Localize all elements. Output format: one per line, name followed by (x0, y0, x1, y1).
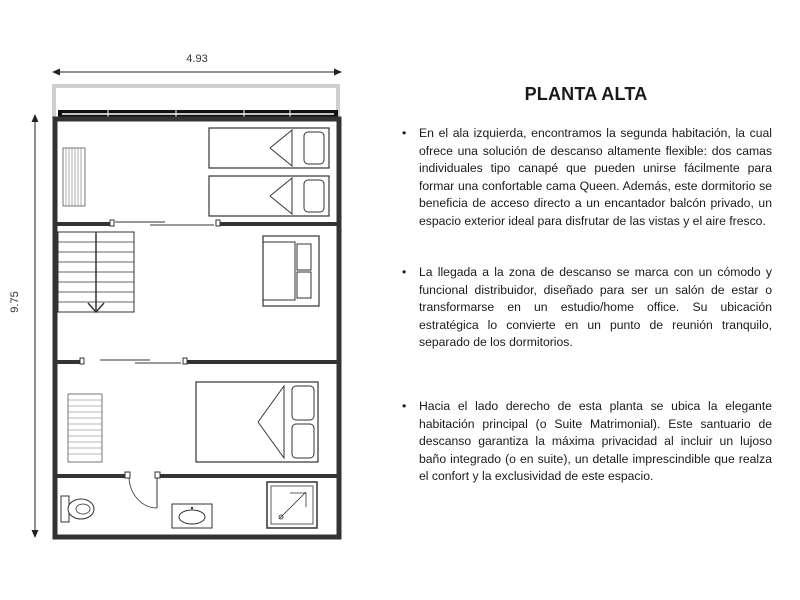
page-title: PLANTA ALTA (524, 84, 648, 104)
description-item-3 (402, 398, 772, 486)
single-bed-bottom (209, 176, 329, 216)
height-label: 9.75 (9, 291, 21, 313)
width-label: 4.93 (186, 53, 208, 65)
sink (172, 504, 212, 528)
bathroom-door (125, 472, 160, 508)
shower (267, 482, 317, 528)
floor-plan (0, 0, 370, 600)
description-text-3: Hacia el lado derecho de esta planta se ubica la elegante habitación principal (o Suite Matrimonial). Este santuario de descanso garantiza la máxima privacidad al incluir un lujoso baño integrado (o en suite), un detalle imprescindible que realza el confort y la exclusividad de este espacio. (419, 399, 772, 484)
description-text-1: En el ala izquierda, encontramos la segunda habitación, la cual ofrece una solución de descanso altamente flexible: dos camas individuales tipo canapé que pueden unirse fácilmente para formar una confortable cama Queen. Además, este dormitorio se beneficia de acceso directo a un encantador balcón privado, un espacio exterior ideal para disfrutar de las vistas y el aire fresco. (419, 126, 772, 228)
staircase (58, 232, 134, 312)
single-bed-top (209, 128, 329, 168)
wardrobe-upper (63, 148, 85, 206)
bullet-icon: • (402, 265, 407, 279)
bullet-icon: • (402, 126, 407, 140)
description-text-2: La llegada a la zona de descanso se marca con un cómodo y funcional distribuidor, diseñado para ser un salón de estar o transformarse en un estudio/home office. Su ubicación estratégica lo convierte en un punto de reunión tranquilo, separado de los dormitorios. (419, 265, 772, 350)
description-item-2 (402, 264, 772, 352)
width-dimension (52, 53, 342, 76)
sofa (263, 236, 319, 306)
bullet-icon: • (402, 399, 407, 413)
balcony (54, 86, 338, 118)
toilet (61, 496, 94, 522)
description-item-1 (402, 125, 772, 231)
double-bed (196, 382, 318, 462)
sliding-door-lower (80, 358, 187, 364)
wardrobe-lower (68, 394, 102, 462)
height-dimension (9, 114, 39, 538)
sliding-door-upper (110, 220, 220, 226)
